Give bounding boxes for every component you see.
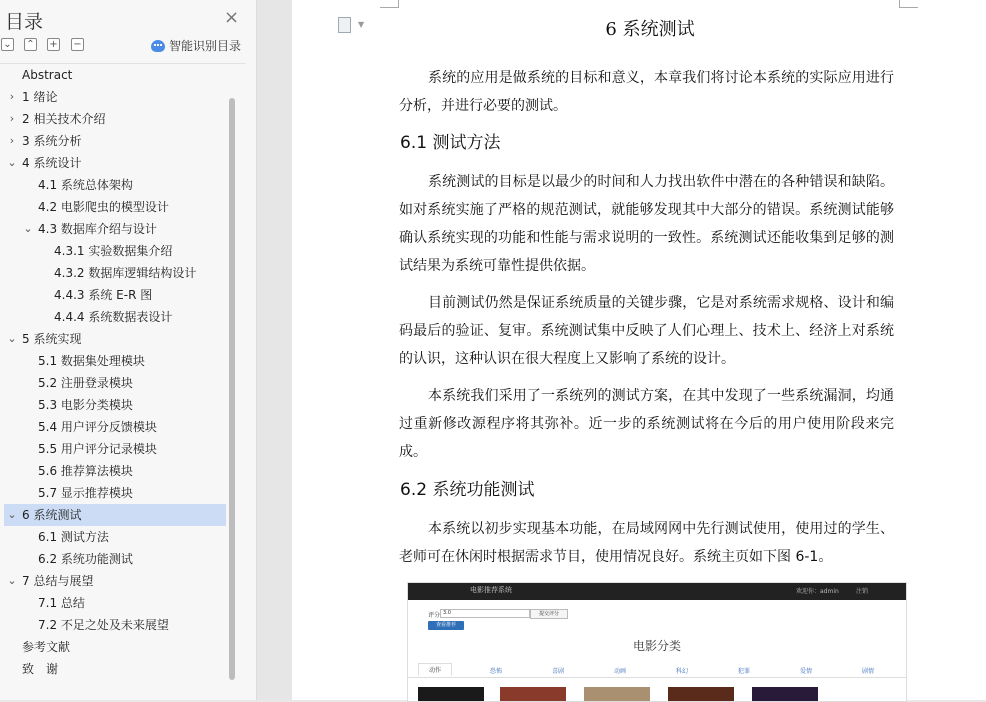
embedded-screenshot [407, 582, 907, 702]
toc-item[interactable] [0, 240, 226, 262]
close-icon[interactable]: × [224, 7, 240, 28]
section-heading: 6.1 测试方法 [400, 133, 501, 153]
smart-toc-button[interactable] [151, 37, 241, 54]
collapse-all-icon[interactable]: ⌃ [24, 38, 37, 51]
paragraph: 目前测试仍然是保证系统质量的关键步骤，它是对系统需求规格、设计和编码最后的验证、复审。系统测试集中反映了人们心理上、技术上、经济上对系统的认识，这种认识在很大程度上又影响了系统的设计。 [399, 295, 894, 367]
chevron-down-icon[interactable]: ⌄ [7, 508, 17, 521]
category-tab: 剧情 [862, 668, 875, 675]
toc-item[interactable] [0, 64, 226, 86]
section-heading: 6.2 系统功能测试 [400, 480, 535, 500]
add-icon[interactable]: + [47, 38, 60, 51]
toc-item-label: 2 相关技术介绍 [22, 112, 106, 126]
toc-item[interactable] [0, 284, 226, 306]
paragraph: 本系统以初步实现基本功能，在局域网网中先行测试使用，使用过的学生、老师可在休闲时根据需求节目，使用情况良好。系统主页如下图 6-1。 [399, 521, 894, 565]
toc-item-label: 1 绪论 [22, 90, 58, 104]
toc-item[interactable] [0, 86, 226, 108]
toc-item-label: 参考文献 [22, 640, 71, 654]
toc-item-label: 7 总结与展望 [22, 574, 94, 588]
toc-item-label: 5.5 用户评分记录模块 [38, 442, 157, 456]
chevron-down-icon[interactable]: ⌄ [7, 156, 17, 169]
toc-item[interactable] [0, 372, 226, 394]
toc-item[interactable] [0, 152, 226, 174]
category-tab: 犯罪 [738, 668, 751, 675]
paragraph: 本系统我们采用了一系统列的测试方案，在其中发现了一些系统漏洞，均通过重新修改源程序将其弥补。近一步的系统测试将在今后的用户使用阶段来完成。 [399, 388, 894, 460]
toc-item-label: Abstract [22, 68, 73, 82]
app-navbar [408, 583, 906, 600]
toc-item-label: 5.4 用户评分反馈模块 [38, 420, 157, 434]
chevron-right-icon[interactable]: › [9, 90, 15, 103]
toc-item[interactable] [0, 460, 226, 482]
document-icon[interactable] [338, 17, 350, 32]
toc-item-label: 5.6 推荐算法模块 [38, 464, 133, 478]
toc-item-label: 致 谢 [22, 662, 59, 676]
toc-item[interactable] [0, 636, 226, 658]
app-title: 电影推荐系统 [470, 586, 512, 594]
toc-item[interactable] [0, 306, 226, 328]
toc-item[interactable] [0, 416, 226, 438]
toc-item-label: 5 系统实现 [22, 332, 82, 346]
toc-item-label: 4.4.3 系统 E-R 图 [54, 288, 153, 302]
toc-item-label: 5.2 注册登录模块 [38, 376, 133, 390]
toc-item[interactable] [0, 482, 226, 504]
category-tab: 动画 [614, 668, 627, 675]
toc-item[interactable] [0, 570, 226, 592]
toc-list [0, 63, 246, 684]
chapter-title: 6 系统测试 [605, 19, 695, 40]
category-heading: 电影分类 [632, 639, 681, 653]
chevron-down-icon[interactable]: ▼ [358, 20, 365, 29]
toc-item-label: 6.1 测试方法 [38, 530, 109, 544]
toc-item-label: 6 系统测试 [22, 508, 82, 522]
toc-item[interactable] [0, 130, 226, 152]
remove-icon[interactable]: − [71, 38, 84, 51]
toc-item-label: 7.2 不足之处及未来展望 [38, 618, 169, 632]
ai-cloud-icon [151, 40, 165, 52]
toc-item[interactable] [0, 438, 226, 460]
rating-label: 评分 [428, 612, 441, 619]
logout-link: 注销 [856, 588, 869, 595]
chevron-down-icon[interactable]: ⌄ [23, 222, 33, 235]
category-tab: 动作 [418, 663, 452, 676]
expand-all-icon[interactable]: ⌄ [1, 38, 14, 51]
toc-item[interactable] [0, 262, 226, 284]
category-tab: 恐怖 [490, 668, 503, 675]
category-tab: 爱情 [800, 668, 813, 675]
toc-item-label: 3 系统分析 [22, 134, 82, 148]
gutter [257, 0, 292, 700]
toc-title: 目录 [5, 11, 44, 33]
toc-item[interactable] [0, 350, 226, 372]
category-tab: 喜剧 [552, 668, 565, 675]
toc-item[interactable] [4, 504, 226, 526]
toc-item[interactable] [0, 174, 226, 196]
chevron-down-icon[interactable]: ⌄ [7, 574, 17, 587]
toc-item[interactable] [0, 548, 226, 570]
toc-item[interactable] [0, 328, 226, 350]
page-corner-mark [380, 0, 399, 8]
toc-item[interactable] [0, 658, 226, 680]
category-tab: 科幻 [676, 668, 689, 675]
toc-item-label: 4.2 电影爬虫的模型设计 [38, 200, 169, 214]
toc-item-label: 4 系统设计 [22, 156, 82, 170]
toc-sidebar [0, 0, 257, 700]
toc-item[interactable] [0, 614, 226, 636]
toc-item-label: 4.3.1 实验数据集介绍 [54, 244, 173, 258]
toc-item[interactable] [0, 592, 226, 614]
user-label: 欢迎你：admin [796, 588, 839, 595]
toc-item-label: 5.7 显示推荐模块 [38, 486, 133, 500]
toc-scrollbar[interactable] [229, 98, 235, 680]
toc-item[interactable] [0, 196, 226, 218]
smart-toc-label: 智能识别目录 [169, 39, 242, 53]
submit-rating-button: 提交评分 [530, 609, 568, 619]
toc-item-label: 5.3 电影分类模块 [38, 398, 133, 412]
chevron-right-icon[interactable]: › [9, 112, 15, 125]
toc-item-label: 4.1 系统总体架构 [38, 178, 133, 192]
toc-item[interactable] [0, 218, 226, 240]
toc-item-label: 4.3.2 数据库逻辑结构设计 [54, 266, 197, 280]
paragraph: 系统的应用是做系统的目标和意义，本章我们将讨论本系统的实际应用进行分析，并进行必要的测试。 [399, 70, 894, 114]
chevron-down-icon[interactable]: ⌄ [7, 332, 17, 345]
toc-item-label: 7.1 总结 [38, 596, 85, 610]
chevron-right-icon[interactable]: › [9, 134, 15, 147]
paragraph: 系统测试的目标是以最少的时间和人力找出软件中潜在的各种错误和缺陷。如对系统实施了严格的规范测试，就能够发现其中大部分的错误。系统测试能够确认系统实现的功能和性能与需求说明的一致性。系统测试还能收集到足够的测试结果为系统可靠性提供依据。 [399, 174, 894, 274]
toc-item[interactable] [0, 526, 226, 548]
toc-item[interactable] [0, 108, 226, 130]
view-recommend-button: 查看推荐 [428, 621, 464, 630]
toc-item-label: 4.4.4 系统数据表设计 [54, 310, 173, 324]
toc-item-label: 5.1 数据集处理模块 [38, 354, 145, 368]
toc-item[interactable] [0, 394, 226, 416]
toc-item-label: 6.2 系统功能测试 [38, 552, 133, 566]
category-tabs [408, 663, 906, 678]
toc-item-label: 4.3 数据库介绍与设计 [38, 222, 157, 236]
rating-input: 3.0 [440, 609, 530, 618]
page-corner-mark [899, 0, 918, 8]
